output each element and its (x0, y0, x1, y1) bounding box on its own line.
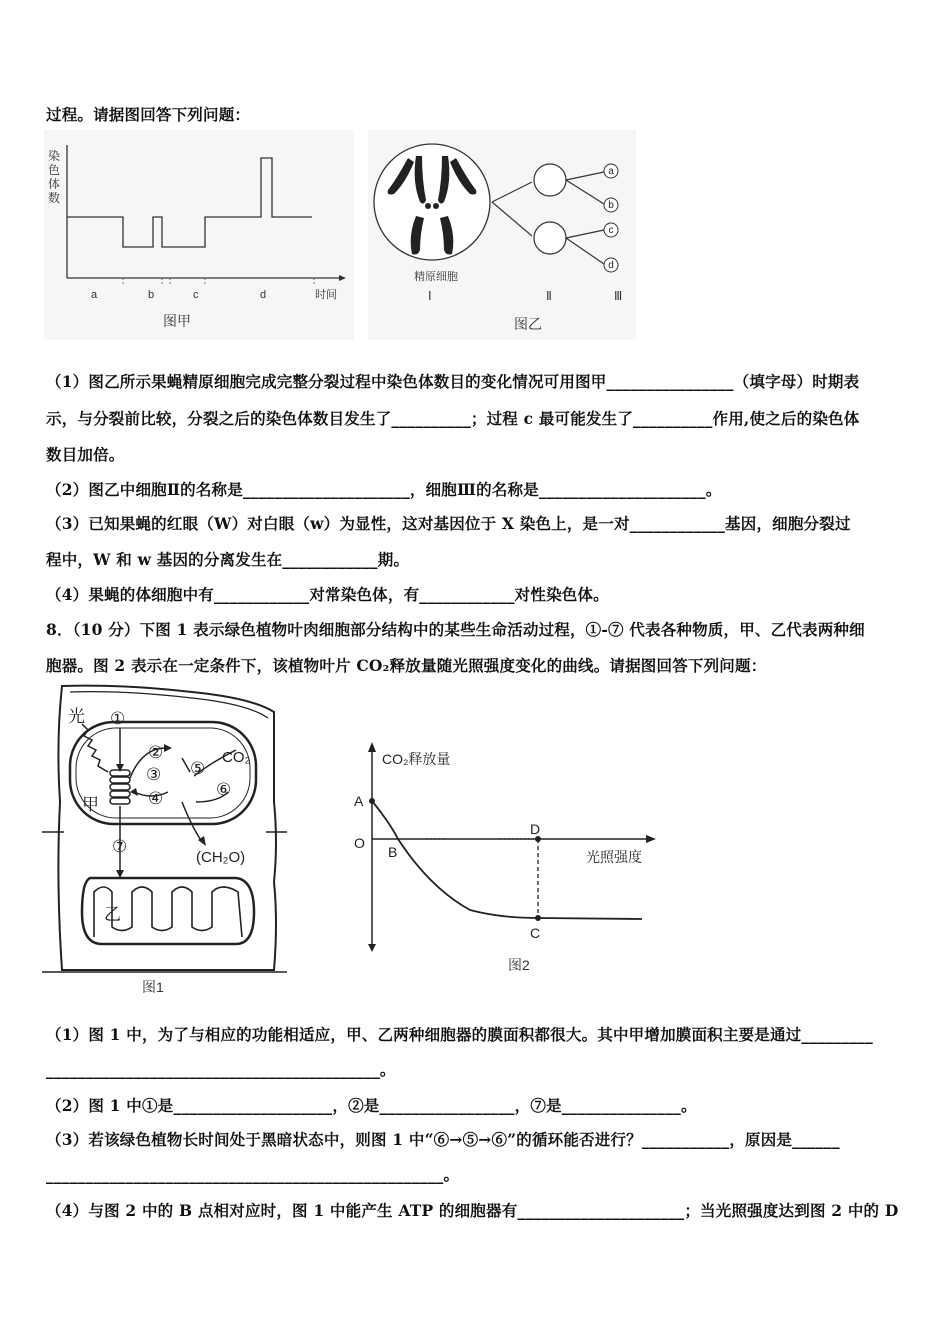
spermatogonium-cell (374, 144, 490, 260)
figure-yi (368, 130, 636, 340)
jia-label: 甲 (82, 795, 99, 814)
fig-jia-tick-a: a (91, 289, 98, 301)
stage-2-label: Ⅱ (546, 289, 552, 303)
q7-part2: （2）图乙中细胞Ⅱ的名称是_____________________，细胞Ⅲ的名称是_____________________。 (46, 480, 722, 499)
num-2: ② (148, 743, 164, 762)
q7-part3-line1: （3）已知果蝇的红眼（W）对白眼（w）为显性，这对基因位于 X 染色上，是一对____________基因，细胞分裂过 (46, 514, 851, 533)
q7-part1-line3: 数目加倍。 (46, 445, 125, 464)
q8-part1-line2: __________________________________________。 (46, 1060, 396, 1079)
fig2-xlabel: 光照强度 (586, 849, 642, 865)
q8-part3-line2: __________________________________________________。 (46, 1165, 460, 1184)
fig1-caption: 图1 (142, 979, 164, 995)
q7-part4: （4）果蝇的体细胞中有____________对常染色体，有____________对性染色体。 (46, 585, 609, 604)
num-1: ① (110, 709, 126, 728)
fig-jia-ylabel-1: 染 (48, 149, 61, 163)
fig-jia-ylabel-2: 色 (48, 163, 61, 177)
stage-3-label: Ⅲ (614, 289, 623, 303)
fig-jia-ylabel-3: 体 (48, 177, 61, 191)
fig2-caption: 图2 (508, 957, 530, 973)
fig-jia-tick-d: d (260, 289, 267, 301)
fig-jia-tick-c: c (193, 289, 199, 301)
num-5: ⑤ (190, 759, 206, 778)
q8-stem-line2: 胞器。图 2 表示在一定条件下，该植物叶片 CO₂释放量随光照强度变化的曲线。请据图回答下列问题： (46, 656, 767, 675)
light-label: 光 (68, 707, 85, 726)
num-7: ⑦ (112, 837, 128, 856)
fig-jia-ylabel-4: 数 (48, 191, 61, 205)
q7-part1-line1: （1）图乙所示果蝇精原细胞完成完整分裂过程中染色体数目的变化情况可用图甲________________（填字母）时期表 (46, 372, 860, 391)
intro-text: 过程。请据图回答下列问题： (46, 105, 251, 124)
ch2o-label: (CH₂O) (196, 849, 246, 866)
q7-part3-line2: 程中，W 和 w 基因的分离发生在____________期。 (46, 550, 410, 569)
q8-part1-line1: （1）图 1 中，为了与相应的功能相适应，甲、乙两种细胞器的膜面积都很大。其中甲增加膜面积主要是通过_________ (46, 1025, 873, 1044)
fig2-point-b: B (388, 844, 398, 860)
fig2-point-d: D (530, 821, 541, 837)
num-3: ③ (146, 765, 162, 784)
product-b: b (608, 200, 614, 211)
figure-1-cell (42, 682, 287, 997)
q8-part4: （4）与图 2 中的 B 点相对应时，图 1 中能产生 ATP 的细胞器有_____________________；当光照强度达到图 2 中的 D (46, 1201, 899, 1220)
fig-jia-tick-b: b (148, 289, 155, 301)
num-4: ④ (148, 789, 164, 808)
product-a: a (608, 166, 614, 177)
num-6: ⑥ (216, 780, 232, 799)
stage-1-label: Ⅰ (428, 289, 432, 303)
fig-jia-caption: 图甲 (163, 313, 191, 329)
cell-II-bottom (534, 222, 566, 254)
product-d: d (608, 260, 614, 271)
figure-jia (44, 130, 354, 340)
spermatogonium-label: 精原细胞 (414, 271, 458, 283)
q8-part3-line1: （3）若该绿色植物长时间处于黑暗状态中，则图 1 中“⑥→⑤→⑥”的循环能否进行？___________，原因是______ (46, 1130, 840, 1149)
grana-stack (110, 770, 130, 804)
fig-jia-xlabel: 时间 (315, 289, 337, 301)
fig2-ylabel: CO₂释放量 (382, 751, 451, 767)
yi-label: 乙 (104, 905, 121, 924)
q7-part1-line2: 示，与分裂前比较，分裂之后的染色体数目发生了__________；过程 c 最可能发生了__________作用,使之后的染色体 (46, 409, 860, 428)
q8-part2: （2）图 1 中①是____________________，②是_________________，⑦是_______________。 (46, 1096, 697, 1115)
co2-label: CO₂ (222, 749, 251, 766)
product-c: c (608, 225, 614, 236)
cell-II-top (534, 164, 566, 196)
fig2-point-c: C (530, 925, 541, 941)
fig-yi-caption: 图乙 (514, 316, 542, 332)
q8-stem-line1: 8．（10 分）下图 1 表示绿色植物叶肉细胞部分结构中的某些生命活动过程，①-⑦ 代表各种物质，甲、乙代表两种细 (46, 620, 865, 639)
fig2-point-o: O (354, 835, 365, 851)
figure-2-curve (350, 738, 670, 983)
fig2-point-a: A (354, 793, 364, 809)
